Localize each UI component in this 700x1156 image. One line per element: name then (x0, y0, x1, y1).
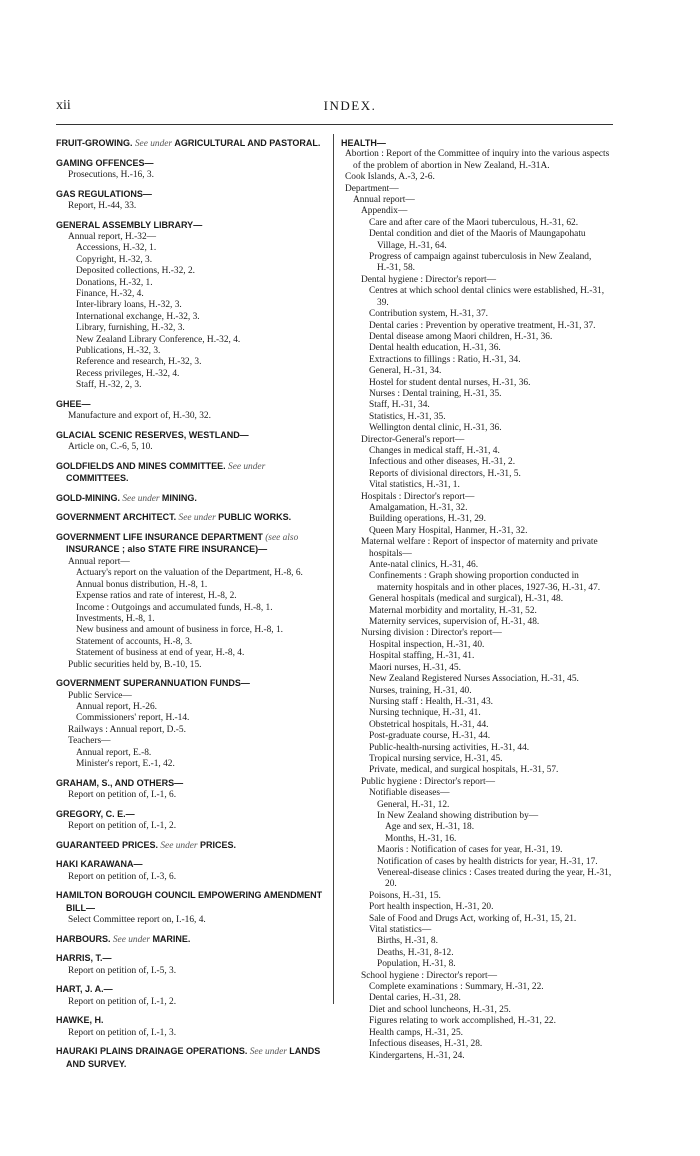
entry-line: Minister's report, E.-1, 42. (76, 758, 175, 769)
entry-line: Report on petition of, I.-1, 3. (68, 1027, 177, 1038)
entry-line: Annual report, H.-32— (68, 232, 157, 242)
entry-line: Wellington dental clinic, H.-31, 36. (369, 423, 502, 434)
entry-line: Health camps, H.-31, 25. (369, 1027, 463, 1038)
entry-heading: HARRIS, T.— (56, 953, 112, 964)
index-entry (56, 512, 328, 524)
entry-line: Statistics, H.-31, 35. (369, 411, 446, 422)
entry-line: Care and after care of the Maori tuberculous, H.-31, 62. (369, 217, 579, 228)
entry-line: Dental caries : Prevention by operative treatment, H.-31, 37. (369, 320, 596, 331)
entry-line: Annual report, H.-26. (76, 701, 157, 712)
entry-heading: GREGORY, C. E.— (56, 808, 135, 819)
entry-line: Actuary's report on the valuation of the Department, H.-8, 6. (76, 568, 303, 579)
index-entry (56, 953, 328, 977)
see-under-note: See under (228, 461, 266, 472)
entry-line: Hospital staffing, H.-31, 41. (369, 651, 475, 662)
entry-heading: HAKI KARAWANA— (56, 859, 143, 870)
entry-line: Hospitals : Director's report— (361, 491, 475, 502)
entry-line: Maternal morbidity and mortality, H.-31, 52. (369, 605, 537, 616)
entry-line: In New Zealand showing distribution by— (377, 810, 539, 821)
see-under-note: See under (134, 139, 173, 149)
entry-line: Amalgamation, H.-31, 32. (369, 503, 468, 513)
entry-heading: GAMING OFFENCES— (56, 157, 154, 168)
page-title: INDEX. (323, 98, 377, 113)
entry-line: Kindergartens, H.-31, 24. (369, 1050, 465, 1061)
entry-line: Expense ratios and rate of interest, H.-8, 2. (76, 591, 237, 602)
entry-line: Report on petition of, I.-1, 2. (68, 996, 177, 1007)
cross-reference: MINING. (161, 492, 197, 503)
entry-line: Nurses : Dental training, H.-31, 35. (369, 388, 502, 399)
entry-line: Deaths, H.-31, 8-12. (377, 947, 454, 958)
entry-line: Report on petition of, I.-3, 6. (68, 871, 177, 882)
entry-line: Railways : Annual report, D.-5. (68, 724, 186, 735)
entry-line: Public-health-nursing activities, H.-31, 44. (369, 742, 530, 753)
entry-line: Diet and school luncheons, H.-31, 25. (369, 1004, 511, 1015)
entry-line: Post-graduate course, H.-31, 44. (369, 731, 491, 742)
entry-heading: GOLD-MINING. (56, 492, 120, 503)
entry-line: Queen Mary Hospital, Hanmer, H.-31, 32. (369, 525, 528, 536)
entry-line: Centres at which school dental clinics were established, H.-31, 39. (369, 286, 605, 308)
entry-line: Annual report— (353, 195, 415, 206)
entry-line: School hygiene : Director's report— (361, 970, 498, 981)
entry-line: Public securities held by, B.-10, 15. (68, 659, 202, 670)
entry-line: Annual report— (68, 556, 130, 567)
entry-line: Cook Islands, A.-3, 2-6. (345, 172, 435, 183)
entry-line: Report, H.-44, 33. (68, 201, 137, 211)
entry-line: General, H.-31, 12. (377, 799, 450, 810)
entry-heading: FRUIT-GROWING. (56, 138, 133, 148)
entry-line: Library, furnishing, H.-32, 3. (76, 323, 185, 334)
entry-line: Appendix— (361, 206, 408, 217)
entry-line: Teachers— (68, 736, 111, 747)
entry-heading: GHEE— (56, 398, 91, 409)
index-entry (56, 220, 328, 392)
entry-line: Select Committee report on, I.-16, 4. (68, 914, 206, 925)
entry-line: Accessions, H.-32, 1. (76, 243, 157, 254)
index-entry (56, 809, 328, 833)
entry-line: Staff, H.-31, 34. (369, 400, 430, 411)
entry-line: New business and amount of business in force, H.-8, 1. (76, 625, 283, 636)
entry-line: Vital statistics— (369, 925, 432, 936)
entry-line: New Zealand Library Conference, H.-32, 4. (76, 334, 241, 345)
index-entry (56, 1046, 328, 1071)
entry-line: Dental disease among Maori children, H.-31, 36. (369, 331, 553, 342)
entry-line: Births, H.-31, 8. (377, 936, 438, 947)
entry-heading: GUARANTEED PRICES. (56, 839, 159, 850)
index-entry (56, 461, 328, 486)
index-entry (56, 778, 328, 802)
index-entry (56, 859, 328, 883)
entry-line: Nursing technique, H.-31, 41. (369, 708, 481, 719)
entry-heading: HAWKE, H. (56, 1015, 104, 1026)
entry-line: Extractions to fillings : Ratio, H.-31, 34. (369, 354, 521, 365)
entry-line: Maoris : Notification of cases for year, H.-31, 19. (377, 845, 563, 856)
entry-line: Statement of business at end of year, H.-8, 4. (76, 648, 245, 659)
entry-line: Article on, C.-6, 5, 10. (68, 442, 153, 453)
entry-line: Abortion : Report of the Committee of inquiry into the various aspects of the problem of abortion in New Zealand, H.-31A. (345, 149, 610, 171)
entry-heading: HAURAKI PLAINS DRAINAGE OPERATIONS. (56, 1046, 248, 1057)
entry-line: Dental condition and diet of the Maoris of Maungapohatu Village, H.-31, 64. (369, 229, 586, 251)
entry-line: Progress of campaign against tuberculosis in New Zealand, H.-31, 58. (369, 252, 592, 274)
entry-heading: GOVERNMENT LIFE INSURANCE DEPARTMENT (56, 532, 263, 543)
index-entry (56, 890, 328, 926)
entry-line: Copyright, H.-32, 3. (76, 254, 153, 265)
entry-line: Staff, H.-32, 2, 3. (76, 380, 142, 391)
entry-line: Reference and research, H.-32, 3. (76, 357, 202, 368)
cross-reference: PRICES. (199, 839, 236, 850)
entry-line: Complete examinations : Summary, H.-31, 22. (369, 982, 544, 993)
entry-line: Hospital inspection, H.-31, 40. (369, 639, 485, 650)
entry-line: Sale of Food and Drugs Act, working of, H.-31, 15, 21. (369, 913, 577, 924)
right-column (341, 138, 613, 1062)
entry-heading: GOVERNMENT SUPERANNUATION FUNDS— (56, 678, 250, 689)
entry-line: Maori nurses, H.-31, 45. (369, 662, 461, 673)
entry-line: Annual report, E.-8. (76, 747, 152, 758)
entry-line: New Zealand Registered Nurses Association, H.-31, 45. (369, 674, 579, 685)
entry-line: Commissioners' report, H.-14. (76, 713, 190, 724)
entry-line: Statement of accounts, H.-8, 3. (76, 636, 193, 647)
entry-line: Tropical nursing service, H.-31, 45. (369, 753, 503, 764)
cross-reference: AGRICULTURAL AND PASTORAL. (174, 138, 321, 148)
entry-heading: GLACIAL SCENIC RESERVES, WESTLAND— (56, 429, 249, 440)
entry-line: Infectious and other diseases, H.-31, 2. (369, 457, 516, 468)
entry-line: Publications, H.-32, 3. (76, 346, 161, 357)
entry-heading: GOVERNMENT ARCHITECT. (56, 512, 177, 523)
entry-line: Director-General's report— (361, 434, 465, 445)
left-column (56, 138, 328, 1078)
index-entry (56, 840, 328, 852)
entry-line: Maternity services, supervision of, H.-31, 48. (369, 617, 540, 628)
index-entry (56, 158, 328, 182)
entry-line: Maternal welfare : Report of inspector of maternity and private hospitals— (361, 537, 598, 559)
entry-heading: GENERAL ASSEMBLY LIBRARY— (56, 219, 203, 230)
entry-line: Nurses, training, H.-31, 40. (369, 685, 472, 696)
entry-line: Hostel for student dental nurses, H.-31, 36. (369, 377, 531, 388)
entry-line: Nursing division : Director's report— (361, 628, 502, 639)
entry-line: Recess privileges, H.-32, 4. (76, 368, 180, 379)
entry-line: Dental health education, H.-31, 36. (369, 343, 501, 354)
entry-line: Venereal-disease clinics : Cases treated during the year, H.-31, 20. (377, 868, 612, 890)
entry-line: Confinements : Graph showing proportion conducted in maternity hospitals and in other places, 1927-36, H.-31, 47. (369, 571, 601, 593)
index-entry (56, 430, 328, 454)
entry-line: Figures relating to work accomplished, H.-31, 22. (369, 1016, 556, 1027)
entry-line: Contribution system, H.-31, 37. (369, 309, 489, 320)
cross-reference: LANDS AND SURVEY. (66, 1046, 321, 1069)
entry-line: Months, H.-31, 16. (385, 833, 457, 844)
see-under-note: See under (160, 840, 198, 851)
entry-line: Population, H.-31, 8. (377, 959, 456, 970)
header-rule (56, 124, 613, 125)
page-header (0, 98, 700, 118)
entry-heading: HARBOURS. (56, 933, 111, 944)
index-entry (56, 138, 328, 150)
cross-reference: MARINE. (152, 933, 191, 944)
entry-line: Age and sex, H.-31, 18. (385, 822, 475, 833)
entry-heading: GOLDFIELDS AND MINES COMMITTEE. (56, 460, 226, 471)
entry-heading: HEALTH— (341, 138, 386, 148)
entry-line: General, H.-31, 34. (369, 366, 442, 377)
entry-line: Infectious diseases, H.-31, 28. (369, 1039, 483, 1050)
entry-heading: GAS REGULATIONS— (56, 188, 152, 199)
page-number: xii (56, 98, 71, 113)
entry-line: Poisons, H.-31, 15. (369, 890, 441, 901)
entry-line: General hospitals (medical and surgical), H.-31, 48. (369, 594, 564, 605)
entry-line: Reports of divisional directors, H.-31, 5. (369, 468, 521, 479)
entry-line: Notification of cases by health districts for year, H.-31, 17. (377, 856, 598, 867)
entry-line: Vital statistics, H.-31, 1. (369, 480, 460, 491)
entry-line: Public Service— (68, 690, 132, 701)
see-under-note: See under (249, 1047, 287, 1058)
index-entry (56, 493, 328, 505)
entry-line: Private, medical, and surgical hospitals, H.-31, 57. (369, 765, 559, 776)
see-under-note: See under (122, 493, 160, 504)
see-under-note: See under (112, 934, 151, 945)
entry-line: Notifiable diseases— (369, 788, 450, 799)
entry-line: Report on petition of, I.-5, 3. (68, 965, 177, 976)
entry-line: Report on petition of, I.-1, 2. (68, 820, 177, 831)
entry-line: Investments, H.-8, 1. (76, 613, 155, 624)
index-entry (56, 532, 328, 671)
entry-line: Public hygiene : Director's report— (361, 776, 495, 787)
entry-line: Department— (345, 183, 399, 194)
index-entry (56, 678, 328, 770)
entry-line: Finance, H.-32, 4. (76, 289, 144, 300)
entry-line: Inter-library loans, H.-32, 3. (76, 300, 182, 311)
entry-heading: GRAHAM, S., AND OTHERS— (56, 777, 184, 788)
index-entry (56, 189, 328, 213)
column-divider (333, 134, 334, 1004)
entry-line: Manufacture and export of, H.-30, 32. (68, 411, 211, 422)
entry-line: Annual bonus distribution, H.-8, 1. (76, 579, 208, 590)
index-entry (56, 399, 328, 423)
entry-line: Donations, H.-32, 1. (76, 277, 153, 288)
entry-line: Dental hygiene : Director's report— (361, 274, 496, 285)
entry-line: Ante-natal clinics, H.-31, 46. (369, 560, 479, 571)
index-entry (56, 1015, 328, 1039)
cross-reference: COMMITTEES. (66, 473, 129, 484)
entry-heading: HAMILTON BOROUGH COUNCIL EMPOWERING AMENDMENT BILL— (56, 890, 323, 913)
entry-line: International exchange, H.-32, 3. (76, 311, 200, 322)
entry-line: Port health inspection, H.-31, 20. (369, 902, 494, 913)
entry-line: Building operations, H.-31, 29. (369, 514, 486, 525)
entry-line: Prosecutions, H.-16, 3. (68, 170, 154, 180)
entry-line: Income : Outgoings and accumulated funds, H.-8, 1. (76, 602, 273, 613)
see-under-note: (see also (265, 533, 299, 544)
entry-line: Dental caries, H.-31, 28. (369, 993, 461, 1004)
entry-line: Changes in medical staff, H.-31, 4. (369, 445, 500, 456)
entry-line: Deposited collections, H.-32, 2. (76, 266, 195, 277)
cross-reference: INSURANCE ; also STATE FIRE INSURANCE)— (66, 544, 268, 555)
entry-line: Obstetrical hospitals, H.-31, 44. (369, 719, 489, 730)
cross-reference: PUBLIC WORKS. (218, 512, 292, 523)
entry-heading: HART, J. A.— (56, 984, 113, 995)
index-entry (56, 934, 328, 946)
index-entry (56, 984, 328, 1008)
entry-line: Nursing staff : Health, H.-31, 43. (369, 696, 494, 707)
see-under-note: See under (178, 513, 216, 524)
entry-line: Report on petition of, I.-1, 6. (68, 789, 177, 800)
